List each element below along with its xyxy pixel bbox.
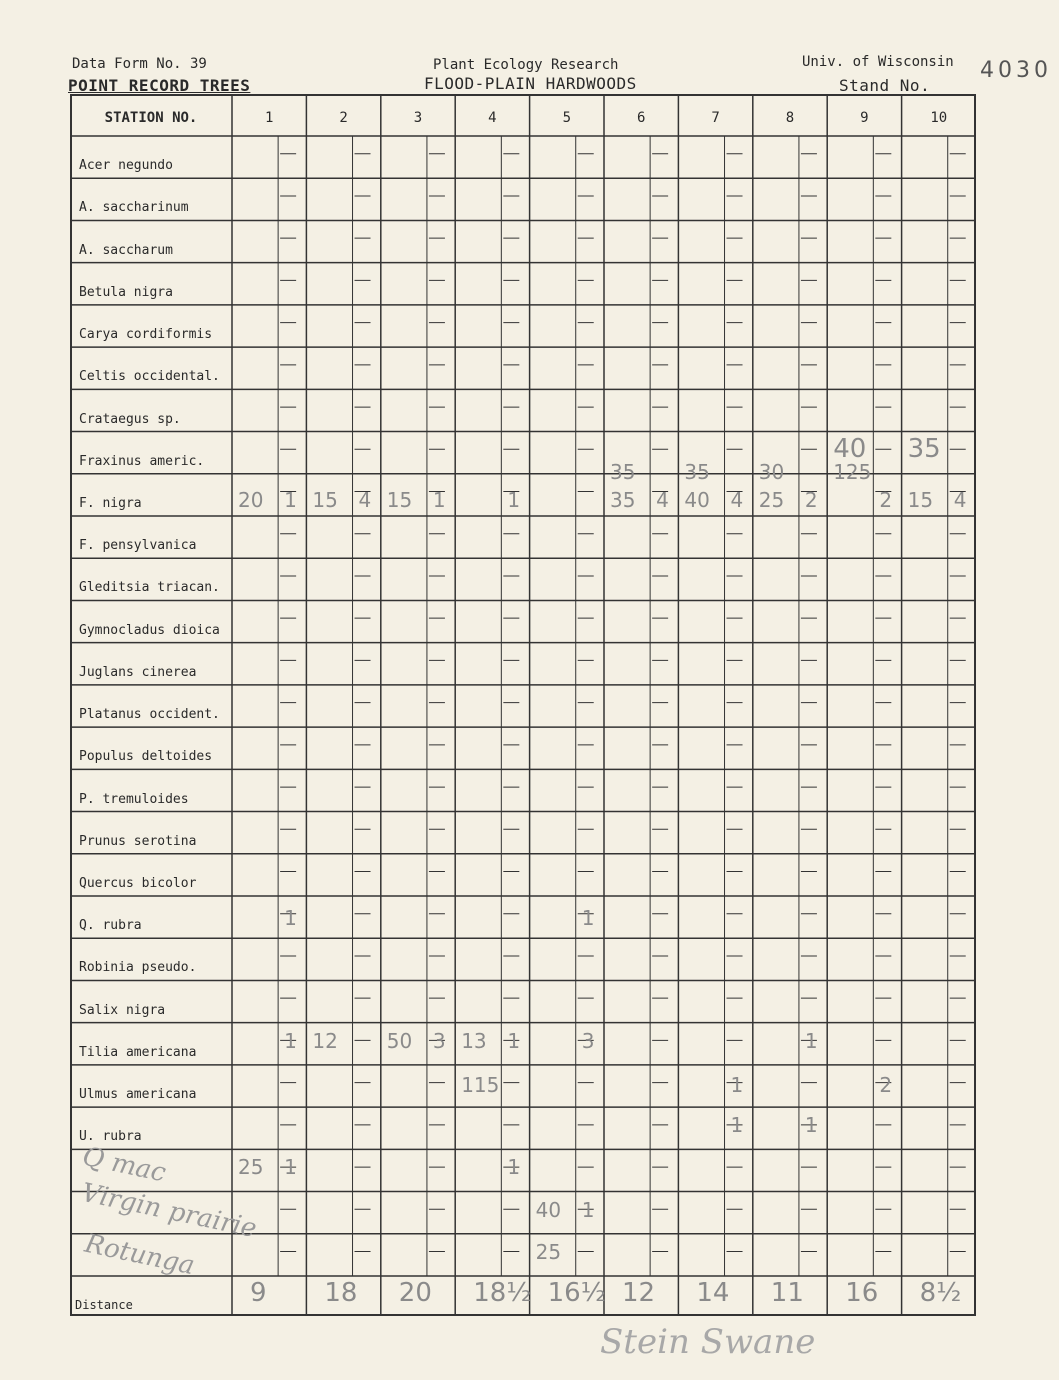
handwritten-value: 40 [684,487,710,512]
handwritten-tally: 1 [432,487,446,512]
handwritten-tally: 1 [507,487,521,512]
handwritten-value: 13 [461,1028,487,1053]
distance-value: 12 [622,1278,656,1308]
handwritten-value: 25 [758,487,785,512]
handwritten-value: 25 [238,1155,264,1180]
handwritten-tally: 1 [804,1028,818,1053]
distance-value: 16½ [547,1278,606,1308]
species-label: F. nigra [79,496,142,511]
handwritten-value: 40 [535,1197,562,1222]
species-label: Populus deltoides [79,749,213,765]
handwritten-value: 25 [535,1239,562,1264]
species-label: Betula nigra [79,284,173,300]
species-label: Prunus serotina [79,833,197,849]
species-label: Juglans cinerea [79,664,197,680]
stand-number-stamp: 4030 [980,58,1052,83]
handwritten-tally: 2 [804,487,818,512]
handwritten-tally: 1 [804,1113,818,1138]
species-label: Crataegus sp. [79,411,181,427]
station-number-7: 7 [711,110,720,126]
species-label: Tilia americana [79,1044,197,1060]
table-grid-lines [70,94,976,1316]
handwritten-tally: 4 [358,487,372,512]
handwritten-tally: 3 [581,1028,595,1053]
station-number-9: 9 [860,110,869,126]
species-label: A. saccharum [79,242,173,258]
handwritten-value: 125 [833,459,872,484]
distance-value: 14 [696,1278,730,1308]
handwritten-tally: 1 [581,906,595,930]
handwritten-tally: 4 [953,487,967,512]
handwritten-value: 20 [238,487,264,512]
distance-value: 20 [398,1278,432,1308]
margin-note-q-mac: Q mac [79,1141,169,1189]
handwritten-value: 35 [610,459,636,484]
handwritten-value: 12 [312,1028,338,1053]
distance-value: 11 [770,1278,804,1308]
species-label: U. rubra [79,1129,142,1145]
handwritten-tally: 2 [879,487,893,512]
table-border [71,95,975,1315]
handwritten-tally: 1 [730,1113,744,1138]
station-number-2: 2 [339,110,348,126]
distance-value: 16 [845,1278,879,1308]
species-label: Gymnocladus dioica [79,622,220,638]
handwritten-tally: 4 [656,487,669,512]
species-label: A. saccharinum [79,200,189,216]
handwritten-value: 115 [461,1072,500,1097]
distance-value: 18 [324,1278,358,1308]
handwritten-tally: 1 [284,906,297,930]
margin-note-rotunga: Rotunga [82,1228,198,1282]
species-label: Salix nigra [79,1002,166,1018]
distance-value: 18½ [473,1278,532,1308]
station-number-10: 10 [930,110,948,126]
handwritten-value: 15 [312,487,338,512]
handwritten-tally: 1 [507,1155,521,1180]
species-label: Robinia pseudo. [79,960,197,976]
distance-value: 8½ [919,1278,962,1308]
handwritten-value: 15 [907,487,934,512]
species-label: Ulmus americana [79,1087,197,1103]
handwritten-value: 30 [758,459,785,484]
species-label: P. tremuloides [79,791,189,807]
tree-record-table [70,94,976,1316]
handwritten-value: 35 [684,459,710,484]
handwritten-tally: 1 [284,487,297,512]
station-number-5: 5 [562,110,571,126]
species-label: Gleditsia triacan. [79,580,220,596]
stand-label: Stand No. [839,76,931,95]
form-type: FLOOD-PLAIN HARDWOODS [424,74,637,93]
handwritten-value: 35 [907,433,941,464]
species-label: Fraxinus americ. [79,453,205,469]
species-label: Carya cordiformis [79,327,213,343]
handwritten-tally: 4 [730,487,744,512]
station-number-6: 6 [636,110,646,126]
handwritten-tally: 1 [730,1072,744,1097]
station-number-3: 3 [413,110,423,126]
handwritten-tally: 3 [432,1028,446,1053]
distance-label: Distance [75,1298,133,1312]
research-label: Plant Ecology Research [433,57,619,73]
form-title: POINT RECORD TREES [68,76,251,95]
species-label: Acer negundo [79,158,173,174]
handwritten-value: 40 [833,433,867,464]
species-label: Q. rubra [79,918,142,934]
handwritten-tally: 1 [284,1028,297,1053]
handwritten-tally: 2 [879,1072,893,1097]
form-number: Data Form No. 39 [72,56,207,72]
station-number-4: 4 [488,110,497,126]
handwritten-value: 15 [386,487,413,512]
station-header: STATION NO. [104,110,198,126]
handwritten-tally: 1 [581,1197,595,1222]
distance-value: 9 [250,1278,267,1308]
station-number-1: 1 [264,110,274,126]
handwritten-tally: 1 [507,1028,521,1053]
margin-note-virgin-prairie: Virgin prairie [78,1177,260,1245]
species-label: Celtis occidental. [79,369,220,385]
species-label: Quercus bicolor [79,876,197,891]
species-label: F. pensylvanica [79,538,197,554]
institution: Univ. of Wisconsin [802,54,954,70]
station-number-8: 8 [785,110,795,126]
handwritten-value: 50 [386,1028,413,1053]
handwritten-value: 35 [610,487,636,512]
handwritten-tally: 1 [284,1155,297,1180]
signature: Stein Swane [600,1322,816,1362]
species-label: Platanus occident. [79,707,220,723]
